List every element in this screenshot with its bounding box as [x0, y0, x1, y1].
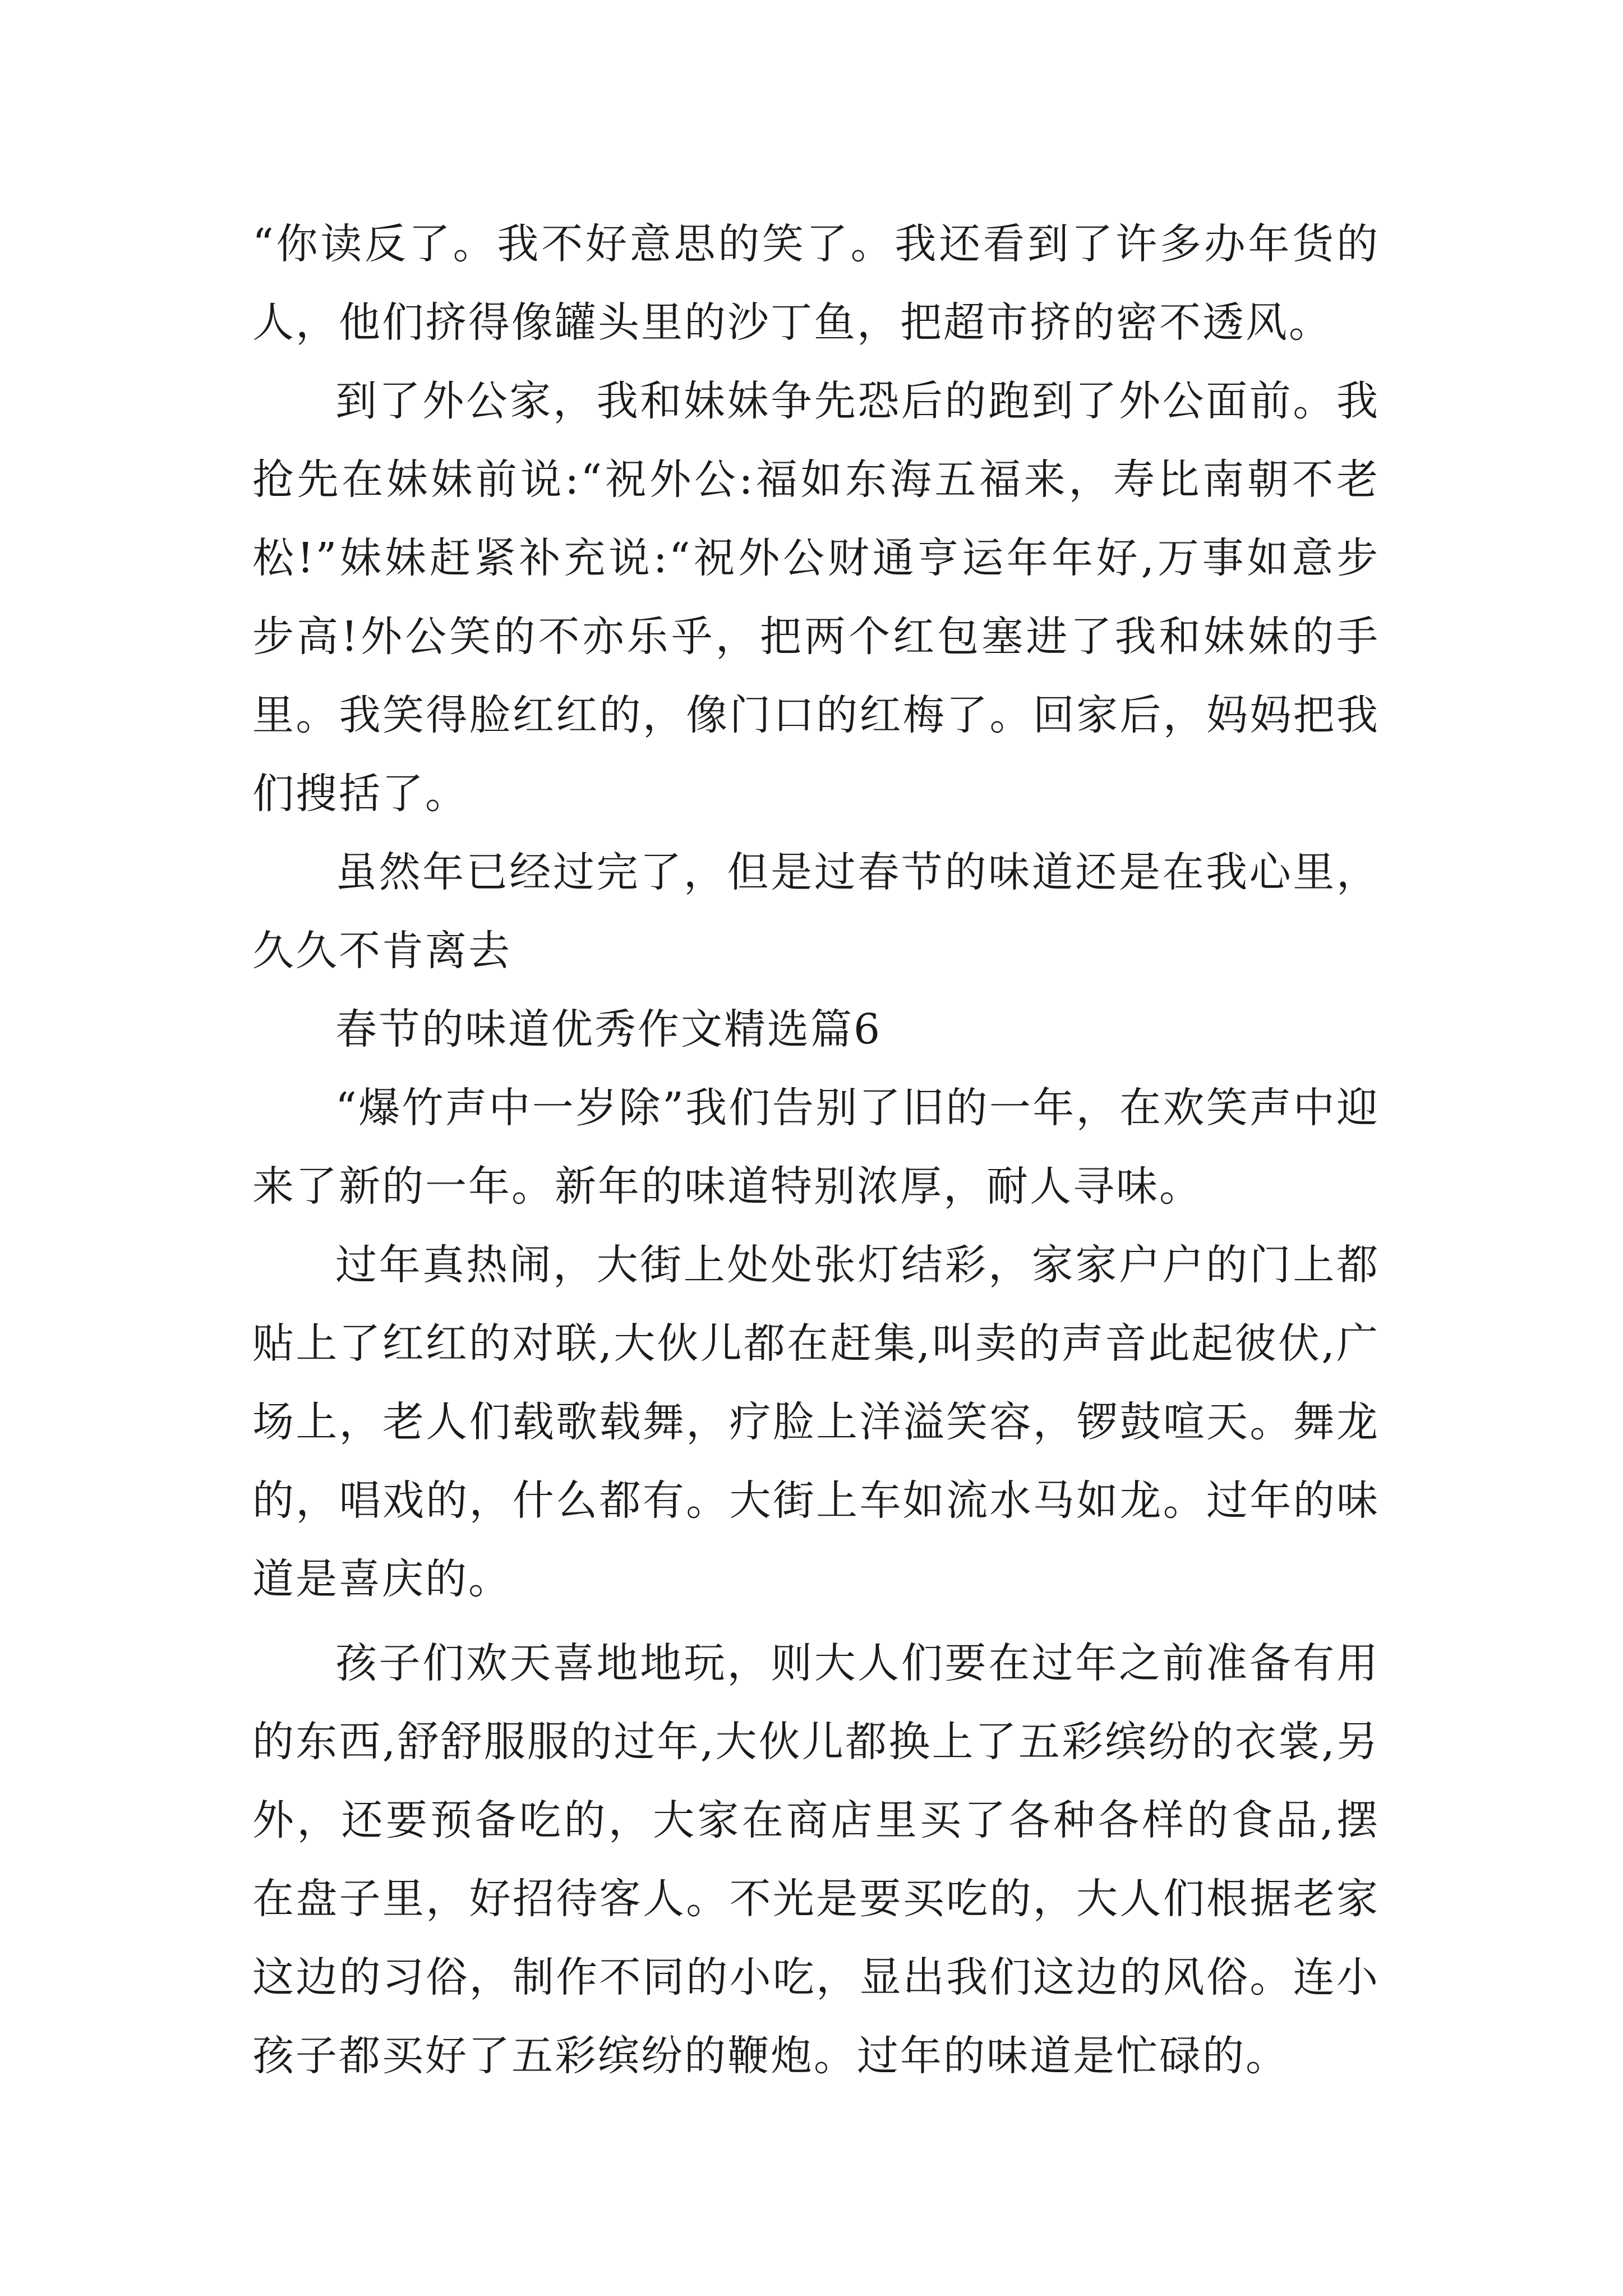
paragraph: 孩子们欢天喜地地玩，则大人们要在过年之前准备有用的东西,舒舒服服的过年,大伙儿都换上了五彩缤纷的衣裳,另外，还要预备吃的，大家在商店里买了各种各样的食品,摆在盘子里，好招待客人。不光是要买吃的，大人们根据老家这边的习俗，制作不同的小吃，显出我们这边的风俗。连小孩子都买好了五彩缤纷的鞭炮。过年的味道是忙碌的。	[252, 1639, 1380, 2080]
paragraph: 到了外公家，我和妹妹争先恐后的跑到了外公面前。我抢先在妹妹前说:“祝外公:福如东海五福来，寿比南朝不老松!”妹妹赶紧补充说:“祝外公财通亨运年年好,万事如意步步高!外公笑的不亦乐乎，把两个红包塞进了我和妹妹的手里。我笑得脸红红的，像门口的红梅了。回家后，妈妈把我们搜括了。	[252, 377, 1380, 818]
paragraph: “爆竹声中一岁除”我们告别了旧的一年，在欢笑声中迎来了新的一年。新年的味道特别浓厚，耐人寻味。	[252, 1084, 1380, 1211]
paragraph: 虽然年已经过完了，但是过春节的味道还是在我心里，久久不肯离去	[252, 848, 1380, 975]
paragraph: 过年真热闹，大街上处处张灯结彩，家家户户的门上都贴上了红红的对联,大伙儿都在赶集,叫卖的声音此起彼伏,广场上，老人们载歌载舞，疗脸上洋溢笑容，锣鼓喧天。舞龙的，唱戏的，什么都有。大街上车如流水马如龙。过年的味道是喜庆的。	[252, 1241, 1380, 1603]
section-heading: 春节的味道优秀作文精选篇6	[335, 1005, 882, 1053]
paragraph: “你读反了。我不好意思的笑了。我还看到了许多办年货的人，他们挤得像罐头里的沙丁鱼，把超市挤的密不透风。	[252, 220, 1380, 347]
document-body	[252, 205, 1380, 2095]
